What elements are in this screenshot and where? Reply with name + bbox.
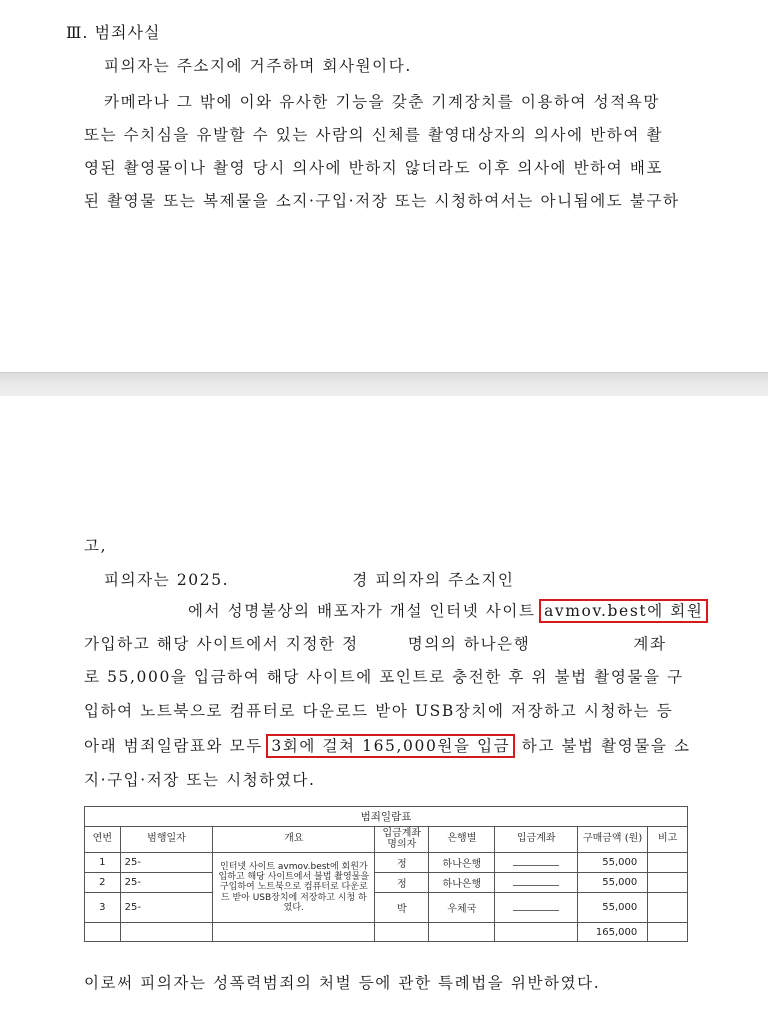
cell-amount: 55,000 [577,873,647,893]
cell-note [648,853,688,873]
crime-list-table [84,806,688,942]
cell-account [495,853,578,873]
document-page-bottom [0,396,768,1013]
paragraph-line: 카메라나 그 밖에 이와 유사한 기능을 갖춘 기계장치를 이용하여 성적욕망 [104,93,660,111]
page-separator [0,372,768,397]
text-fragment: 아래 범죄일람표와 모두 [84,737,263,755]
table-header: 범행일자 [120,827,213,853]
cell-note [648,873,688,893]
paragraph-line: 또는 수치심을 유발할 수 있는 사람의 신체를 촬영대상자의 의사에 반하여 촬 [84,126,664,144]
table-total-row [85,923,688,942]
table-row [85,873,688,893]
paragraph-line: 로 55,000을 입금하여 해당 사이트에 포인트로 충전한 후 위 불법 촬영물을 구 [84,668,684,686]
cell-amount: 55,000 [577,893,647,923]
cell-bank: 우체국 [429,893,495,923]
text-fragment: 에서 성명불상의 배포자가 개설 인터넷 사이트 [188,602,536,620]
cell-summary: 인터넷 사이트 avmov.best에 회원가입하고 해당 사이트에서 불법 촬영물을 구입하여 노트북으로 컴퓨터로 다운로드 받아 USB장치에 저장하고 시청 하였다. [213,853,375,923]
highlight-box-payment: 3회에 걸쳐 165,000원을 입금 [266,734,515,758]
conclusion-line: 이로써 피의자는 성폭력범죄의 처벌 등에 관한 특례법을 위반하였다. [84,974,601,992]
cell-holder: 정 [375,853,429,873]
document-page-top [0,0,768,370]
paragraph-line: 고, [84,537,108,555]
text-fragment: 계좌 [633,635,667,653]
text-fragment: 명의의 하나은행 [407,635,531,653]
cell-no: 2 [85,873,121,893]
paragraph-line [188,599,708,621]
table-row [85,893,688,923]
paragraph-line: 피의자는 주소지에 거주하며 회사원이다. [104,57,412,75]
cell-no: 1 [85,853,121,873]
cell-account [495,893,578,923]
cell-no: 3 [85,893,121,923]
paragraph-line [84,632,667,654]
paragraph-line: 된 촬영물 또는 복제물을 소지·구입·저장 또는 시청하여서는 아니됨에도 불구하 [84,192,680,210]
table-row [85,853,688,873]
cell-holder: 박 [375,893,429,923]
table-header: 입금계좌 [495,827,578,853]
cell-note [648,893,688,923]
cell-bank: 하나은행 [429,873,495,893]
cell-amount: 55,000 [577,853,647,873]
text-fragment: 경 피의자의 주소지인 [352,571,515,589]
text-fragment: 가입하고 해당 사이트에서 지정한 정 [84,635,359,653]
cell-total: 165,000 [577,923,647,942]
cell-date: 25- [120,853,213,873]
paragraph-line [84,734,691,756]
highlight-box-site: avmov.best에 회원 [539,599,708,623]
cell-date: 25- [120,873,213,893]
table-header: 개요 [213,827,375,853]
text-fragment: 피의자는 2025. [104,571,230,589]
cell-bank: 하나은행 [429,853,495,873]
table-header: 연번 [85,827,121,853]
table-header: 비고 [648,827,688,853]
cell-date: 25- [120,893,213,923]
cell-holder: 정 [375,873,429,893]
table-caption: 범죄일람표 [85,807,688,827]
paragraph-line: 영된 촬영물이나 촬영 당시 의사에 반하지 않더라도 이후 의사에 반하여 배포 [84,159,664,177]
paragraph-line: 지·구입·저장 또는 시청하였다. [84,771,316,789]
table-header: 은행별 [429,827,495,853]
table-header: 입금계좌 명의자 [375,827,429,853]
section-heading: Ⅲ. 범죄사실 [66,23,161,42]
cell-account [495,873,578,893]
paragraph-line: 입하여 노트북으로 컴퓨터로 다운로드 받아 USB장치에 저장하고 시청하는 등 [84,702,674,720]
paragraph-line [104,568,514,590]
table-header: 구매금액 (원) [577,827,647,853]
text-fragment: 하고 불법 촬영물을 소 [521,737,691,755]
